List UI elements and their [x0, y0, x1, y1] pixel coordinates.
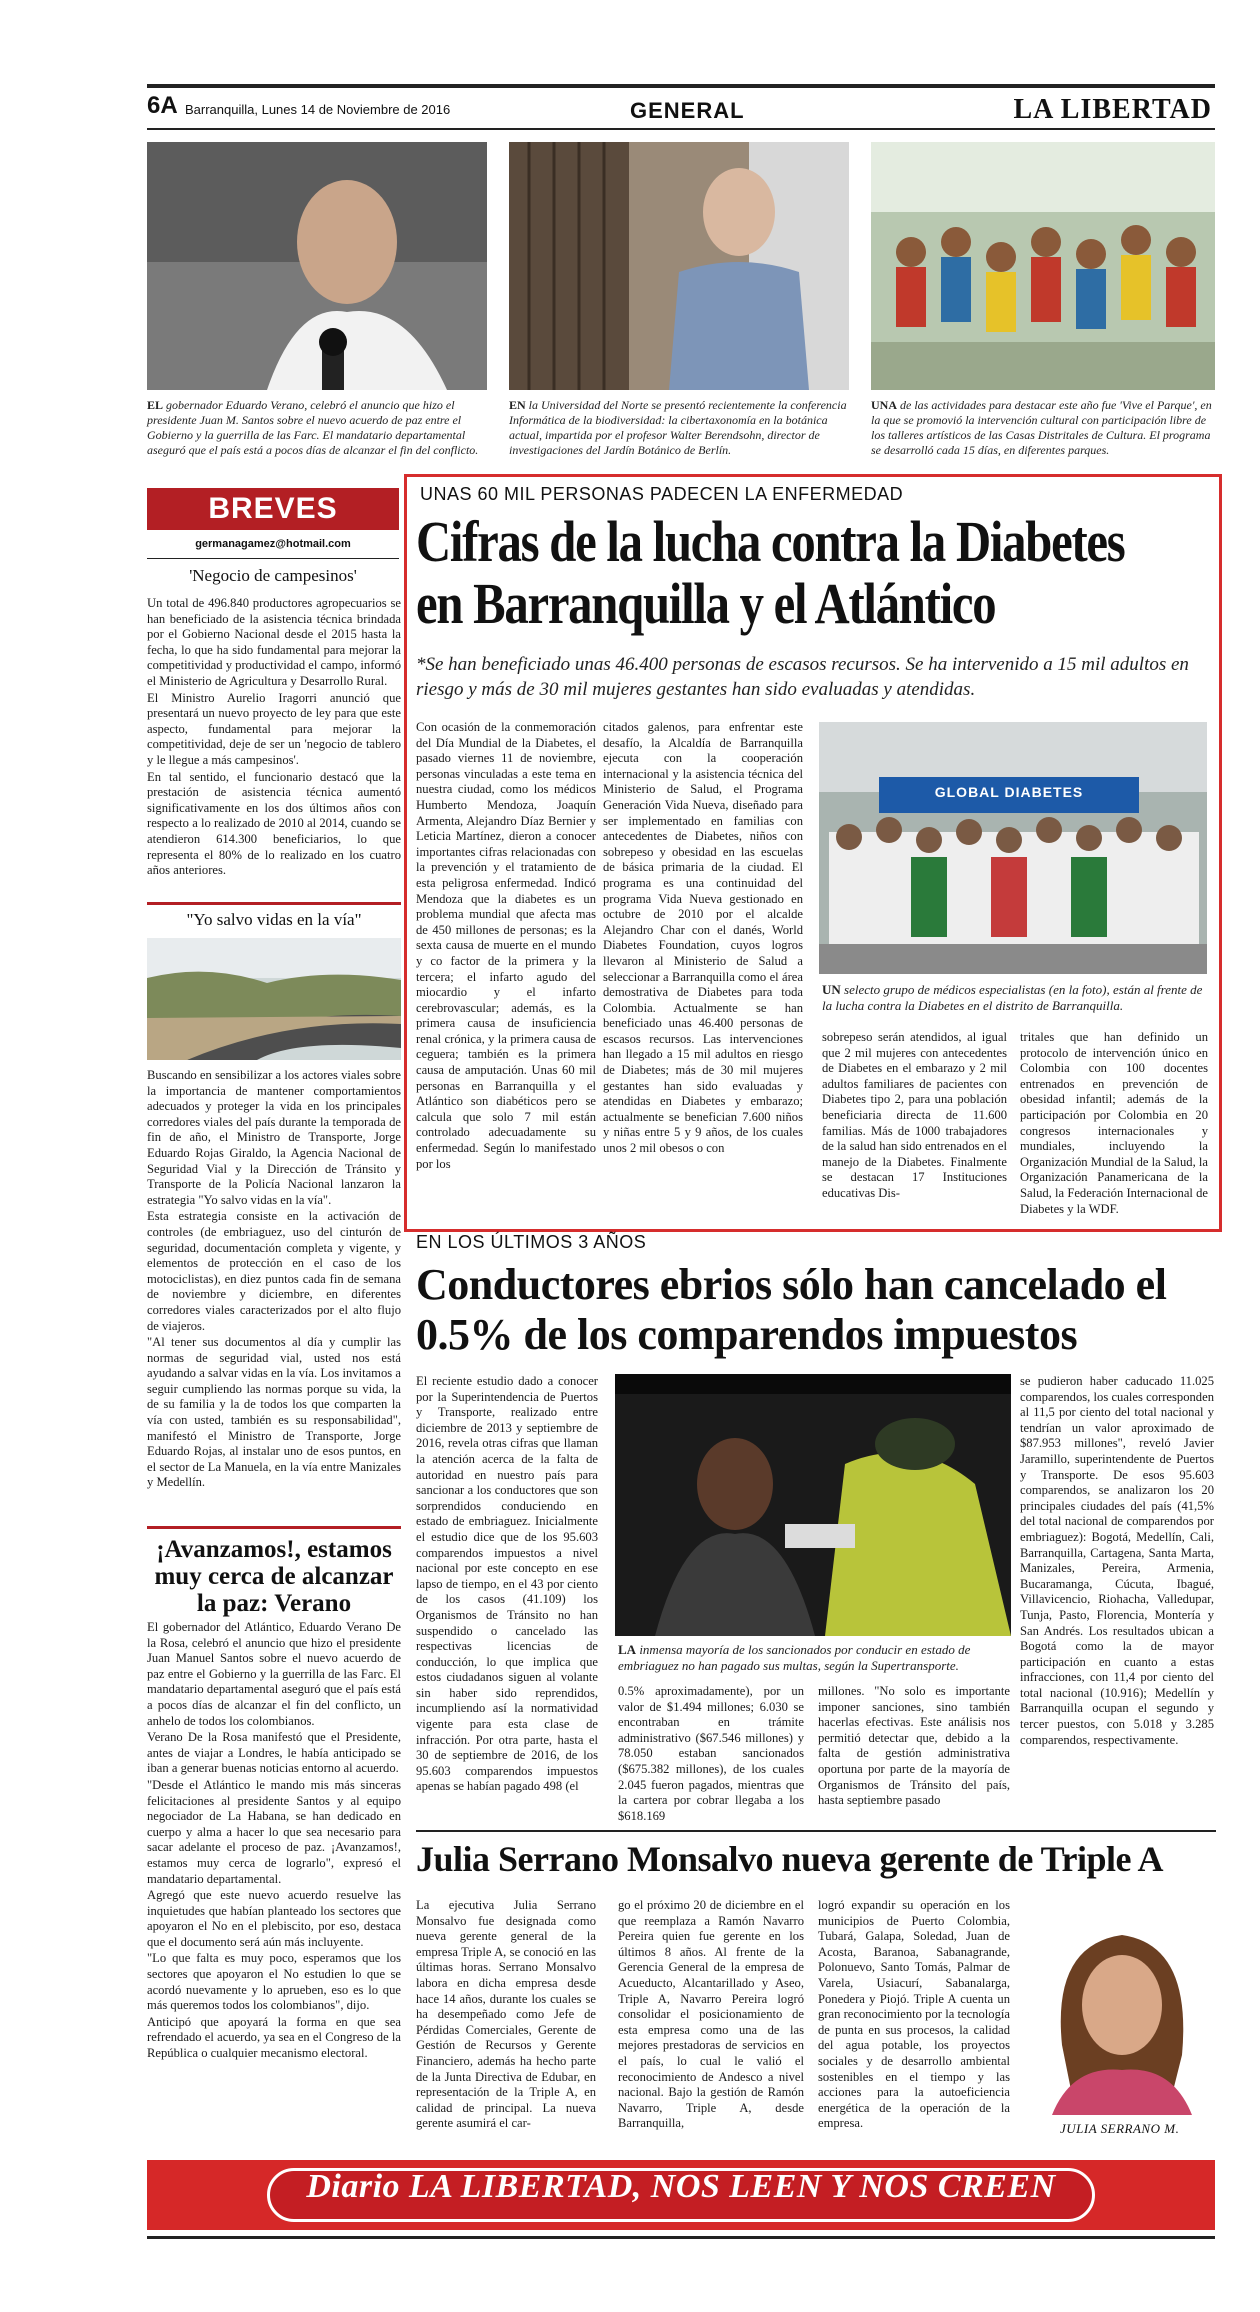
- breves-divider-1: [147, 902, 401, 905]
- conductores-col-3: millones. "No solo es importante imponer sanciones, sino también hacerlas efectivas. Este análisis nos permitió detectar que, debido a la falta de gestión administrativa oportuna por parte de la mayoría de Organismos de Tránsito del país, hasta septiembre pasado: [818, 1684, 1010, 1808]
- promo-banner-text: Diario LA LIBERTAD, NOS LEEN Y NOS CREEN: [306, 2168, 1056, 2205]
- caption-diabetes: UN selecto grupo de médicos especialistas (en la foto), están al frente de la lucha contra la Diabetes en el distrito de Barranquilla.: [822, 982, 1203, 1013]
- breves-item3-title: ¡Avanzamos!, estamos muy cerca de alcanzar la paz: Verano: [154, 1536, 394, 1617]
- diabetes-photo-label: GLOBAL DIABETES: [934, 784, 1084, 800]
- photo-conference: [509, 142, 849, 390]
- diabetes-headline-1: Cifras de la lucha contra la Diabetes: [416, 509, 1125, 574]
- julia-col-3: logró expandir su operación en los municipios de Puerto Colombia, Tubará, Galapa, Soledad, Juan de Acosta, Baranoa, Sabanagrande, Polonuevo, Santo Tomás, Palmar de Varela, Usiacurí, Sabanalarga, Ponedera y Piojó. Triple A cuenta un gran reconocimiento por la tecnología de punta en sus procesos, la calidad del agua potable, los proyectos sociales y de desarrollo ambiental sostenibles en el tiempo y las acciones para la autoeficiencia energética de la operación de la empresa.: [818, 1898, 1010, 2131]
- breves-item1-title: 'Negocio de campesinos': [189, 566, 357, 585]
- breves-item1-body: Un total de 496.840 productores agropecuarios se han beneficiado de la asistencia técnica brindada por el Gobierno Nacional desde el 2015 hasta la fecha, lo que ha sido fundamental para mejorar la competitividad y productividad el campo, informó el Ministerio de Agricultura y Desarrollo Rural. El Ministro Aurelio Iragorri anunció que presentará un nuevo proyecto de ley para que este aspecto, fundamental para mejorar la competitividad, deje de ser un 'negocio de tablero y le llegue a más campesinos'. En tal sentido, el funcionario destacó que la prestación de asistencia técnica aumentó significativamente en los dos últimos años con respecto a lo realizado de 2010 al 2014, cuando se atendieron 614.300 beneficiarios, lo que representa el 80% de lo realizado en los cuatro años anteriores.: [147, 596, 401, 878]
- diabetes-col-3: sobrepeso serán atendidos, al igual que 2 mil mujeres con antecedentes de Diabetes en el embarazo y 2 mil adultos familiares de pacientes con Diabetes tipo 2, para una población beneficiaria directa de 11.600 familias. Más de 1000 trabajadores de la salud han sido entrenados en el manejo de la Diabetes. Finalmente se destacan 17 Instituciones educativas Dis-: [822, 1030, 1007, 1200]
- bottom-rule: [147, 2236, 1215, 2239]
- conductores-kicker: EN LOS ÚLTIMOS 3 AÑOS: [416, 1232, 647, 1252]
- section-name: GENERAL: [630, 98, 745, 123]
- julia-col-2: go el próximo 20 de diciembre en el que reemplaza a Ramón Navarro Pereira quien fue gerente en los últimos 8 años. Al frente de la Gerencia General de la empresa de Acueducto, Alcantarillado y Aseo, Triple A, Navarro Pereira logró consolidar el posicionamiento de esta empresa como una de las mejores prestadoras de servicios en el país, lo cual le valió el reconocimiento de Andesco a nivel nacional. Bajo la gestión de Ramón Navarro, Triple A, desde Barranquilla,: [618, 1898, 804, 2131]
- caption-verano: EL gobernador Eduardo Verano, celebró el anuncio que hizo el presidente Juan M. Santos sobre el nuevo acuerdo de paz entre el Gobierno y la guerrilla de las Farc. El mandatario departamental aseguró que el país está a pocos días de alcanzar el fin del conflicto.: [147, 398, 479, 457]
- breves-item2-title: "Yo salvo vidas en la vía": [186, 910, 362, 929]
- caption-conference: EN la Universidad del Norte se presentó recientemente la conferencia Informática de la biodiversidad: la cibertaxonomía en la botánica actual, impartida por el profesor Walter Berendsohn, director de investigaciones del Jardín Botánico de Berlín.: [509, 398, 847, 457]
- photo-road: [147, 938, 401, 1060]
- conductores-headline: Conductores ebrios sólo han cancelado el 0.5% de los comparendos impuestos: [416, 1260, 1167, 1359]
- julia-photo-credit: JULIA SERRANO M.: [1060, 2121, 1180, 2136]
- photo-diabetes-group: [819, 722, 1207, 974]
- photo-verano: [147, 142, 487, 390]
- caption-conductores: LA inmensa mayoría de los sancionados por conducir en estado de embriaguez no han pagado sus multas, según la Supertransporte.: [618, 1642, 971, 1673]
- julia-top-rule: [416, 1830, 1216, 1832]
- top-rule: [147, 84, 1215, 88]
- photo-vive-el-parque: [871, 142, 1215, 390]
- breves-item3-body: El gobernador del Atlántico, Eduardo Verano De la Rosa, celebró el anuncio que hizo el presidente Juan Manuel Santos sobre el nuevo acuerdo de paz entre el Gobierno y la guerrilla de las Farc. El mandatario departamental aseguró que el país está a pocos días de alcanzar el fin del conflicto, un anhelo de todos los colombianos. Verano De la Rosa manifestó que el Presidente, antes de viajar a Londres, le había anticipado se iban a generar buenas noticias entorno al acuerdo. "Desde el Atlántico le mando mis más sinceras felicitaciones al presidente Santos y al equipo negociador de La Habana, se han dedicado en cuerpo y alma a hacer lo que sea necesario para sacar adelante el proceso de paz. ¡Avanzamos!, estamos muy cerca de lograrlo", expresó el mandatario departamental. Agregó que este nuevo acuerdo resuelve las inquietudes que habían planteado los sectores que apoyaron el No en el plebiscito, por eso, destaca que el documento será aún más incluyente. "Lo que falta es muy poco, esperamos que los sectores que apoyaron el No estudien lo que se acordó nuevamente y lo aprueben, eso es lo que más queremos todos los colombianos", dijo. Anticipó que apoyará la forma en que sea refrendado el acuerdo, ya sea en el Congreso de la República o cualquier mecanismo electoral.: [147, 1620, 401, 2061]
- masthead-brand: LA LIBERTAD: [1013, 94, 1212, 125]
- breves-rule: [147, 558, 399, 559]
- caption-vive-el-parque: UNA de las actividades para destacar este año fue 'Vive el Parque', en la que se promovió la intervención cultural con participación libre de los talleres artísticos de las Casas Distritales de Cultura. El programa se desarrolló cada 15 días, en diferentes parques.: [871, 398, 1212, 457]
- diabetes-headline-2: en Barranquilla y el Atlántico: [416, 571, 996, 636]
- breves-email: germanagamez@hotmail.com: [195, 538, 351, 550]
- diabetes-col-4: tritales que han definido un protocolo de intervención único en Colombia con 100 docentes entrenados en prevención de obesidad infantil; además de la participación por Colombia en 20 congresos internacionales y mundiales, incluyendo la Organización Mundial de la Salud, la Organización Panamericana de la Salud, la Federación Internacional de Diabetes y la WDF.: [1020, 1030, 1208, 1216]
- conductores-col-1: El reciente estudio dado a conocer por la Superintendencia de Puertos y Transporte, realizado entre diciembre de 2013 y septiembre de 2016, revela otras cifras que llaman la atención acerca de la falta de autoridad en nuestro país para sancionar a los conductores que son sorprendidos conduciendo en estado de embriaguez. Inicialmente el estudio dice que de los 95.603 comparendos impuestos a nivel nacional por este concepto en ese lapso de tiempo, en el 43 por ciento de los casos (41.109) los Organismos de Tránsito no han suspendido o cancelado las respectivas licencias de conducción, lo que implica que estos ciudadanos siguen al volante sin haber sido reprendidos, incumpliendo así la normatividad vigente para esta clase de infracción. Por otra parte, hasta el 30 de septiembre de 2016, de los 95.603 comparendos impuestos apenas se habían pagado 498 (el: [416, 1374, 598, 1794]
- diabetes-deck: *Se han beneficiado unas 46.400 personas de escasos recursos. Se ha intervenido a 15 mil adultos en riesgo y más de 30 mil mujeres gestantes han sido evaluadas y atendidas.: [416, 654, 1189, 700]
- diabetes-col-1: Con ocasión de la conmemoración del Día Mundial de la Diabetes, el pasado viernes 11 de noviembre, personas vinculadas a este tema en nuestra ciudad, como los médicos Humberto Mendoza, Joaquín Armenta, Alejandro Díaz Bernier y Leticia Martínez, dieron a conocer importantes cifras relacionadas con la prevención y el tratamiento de esta peligrosa enfermedad. Indicó Mendoza que la diabetes es un problema mundial que afecta mas de 450 millones de personas; es la sexta causa de muerte en el mundo y co factor de la primera y la tercera; el infarto agudo del miocardio y el infarto cerebrovascular; además, es la primera causa de insuficiencia renal crónica, y la primera causa de ceguera; también es la primera causa de amputación. Unas 60 mil personas en Barranquilla y el Atlántico son diabéticos pero se calcula que solo 7 mil están controlado adecuadamente su enfermedad. Según lo manifestado por los: [416, 720, 596, 1171]
- breves-item2-body: Buscando en sensibilizar a los actores viales sobre la importancia de mantener comportamientos adecuados y proteger la vida en los principales corredores viales del país durante la temporada de fin de año, el Ministro de Transporte, Jorge Eduardo Rojas Giraldo, la Agencia Nacional de Seguridad Vial y la Dirección de Tránsito y Transporte de la Policía Nacional lanzaron la estrategia "Yo salvo vidas en la vía". Esta estrategia consiste en la activación de controles (de embriaguez, uso del cinturón de seguridad, documentación completa y vigente, y elementos de protección en el caso de los motociclistas), en diez puntos cada fin de semana de noviembre y diciembre, en diferentes corredores viales caracterizados por el alto flujo de viajeros. "Al tener sus documentos al día y cumplir las normas de seguridad vial, usted nos está ayudando a salvar vidas en la vía. Los invitamos a seguir cumpliendo las normas porque su vida, la de su familia y la de todos los que comparten la vía con usted, también es su responsabilidad", manifestó el Ministro de Transporte, Jorge Eduardo Rojas, al instalar uno de esos puntos, en el sector de La Manuela, en la vía entre Manizales y Medellín.: [147, 1068, 401, 1490]
- photo-checkpoint: [615, 1374, 1011, 1636]
- header-underline: [147, 128, 1215, 130]
- diabetes-col-2: citados galenos, para enfrentar este desafío, la Alcaldía de Barranquilla ejecuta con la cooperación internacional y la asistencia técnica del Ministerio de Salud, el Programa Generación Vida Nueva, diseñado para ser implementado en familias con antecedentes de Diabetes, niños con sobrepeso y obesidad en las escuelas de básica primaria de la ciudad. El programa es una continuidad del programa Vida Nueva gestionado en octubre de 2010 por el alcalde Alejandro Char con el danés, World Diabetes Foundation, cuyos logros llevaron al Ministerio de Salud a seleccionar a Barranquilla como el área demostrativa de Diabetes para toda Colombia. Actualmente se han beneficiado unas 46.400 personas de escasos recursos. Las intervenciones han llegado a 15 mil adultos en riesgo de Diabetes; más de 30 mil mujeres gestantes han sido evaluadas y atendidas en Diabetes y embarazo; actualmente se benefician 7.600 niños y niñas entre 5 y 9 años, de los cuales unos 2 mil obesos o con: [603, 720, 803, 1156]
- conductores-col-4: se pudieron haber caducado 11.025 comparendos, los cuales corresponden al 11,5 por ciento del total nacional y tendrían un valor aproximado de $87.953 millones", reveló Javier Jaramillo, superintendente de Puertos y Transporte. De esos 95.603 comparendos, se analizaron los 20 principales ciudades del país (41,5% del total nacional de comparendos por embriaguez): Bogotá, Medellín, Cali, Barranquilla, Cartagena, Santa Marta, Manizales, Pereira, Armenia, Bucaramanga, Cúcuta, Ibagué, Villavicencio, Riohacha, Valledupar, Tunja, Pasto, Florencia, Montería y San Andrés. Los resultados ubican a Bogotá como la de mayor participación en cuanto a estas infracciones, con 11,4 por ciento del total nacional (10.916); Medellín y Barranquilla ocupan el segundo y tercer puestos, con 5.018 y 3.285 comparendos, respectivamente.: [1020, 1374, 1214, 1747]
- page-folio: 6A: [147, 92, 178, 119]
- photo-julia-serrano: [1022, 1905, 1218, 2115]
- conductores-col-2: 0.5% aproximadamente), por un valor de $1.494 millones; 6.030 se encontraban en trámite administrativo ($67.546 millones) y 78.050 estaban sancionados ($675.382 millones), de los cuales 2.045 fueron pagados, mientras que la cartera por cobrar llegaba a los $618.169: [618, 1684, 804, 1823]
- diabetes-kicker: UNAS 60 MIL PERSONAS PADECEN LA ENFERMEDAD: [420, 484, 904, 504]
- promo-banner: [147, 2160, 1215, 2230]
- issue-date: Barranquilla, Lunes 14 de Noviembre de 2016: [185, 102, 451, 117]
- julia-col-1: La ejecutiva Julia Serrano Monsalvo fue designada como nueva gerente general de la empresa Triple A, se conoció en las últimas horas. Serrano Monsalvo labora en dicha empresa desde hace 14 años, durante los cuales se ha desempeñado como Jefe de Pérdidas Comerciales, Gerente de Gestión de Recursos y Gerente Financiero, además ha hecho parte de la Junta Directiva de Edubar, en representación de la Triple A, en calidad de principal. La nueva gerente asumirá el car-: [416, 1898, 596, 2131]
- julia-headline: Julia Serrano Monsalvo nueva gerente de Triple A: [416, 1839, 1163, 1879]
- breves-title: BREVES: [147, 488, 399, 530]
- breves-divider-2: [147, 1526, 401, 1529]
